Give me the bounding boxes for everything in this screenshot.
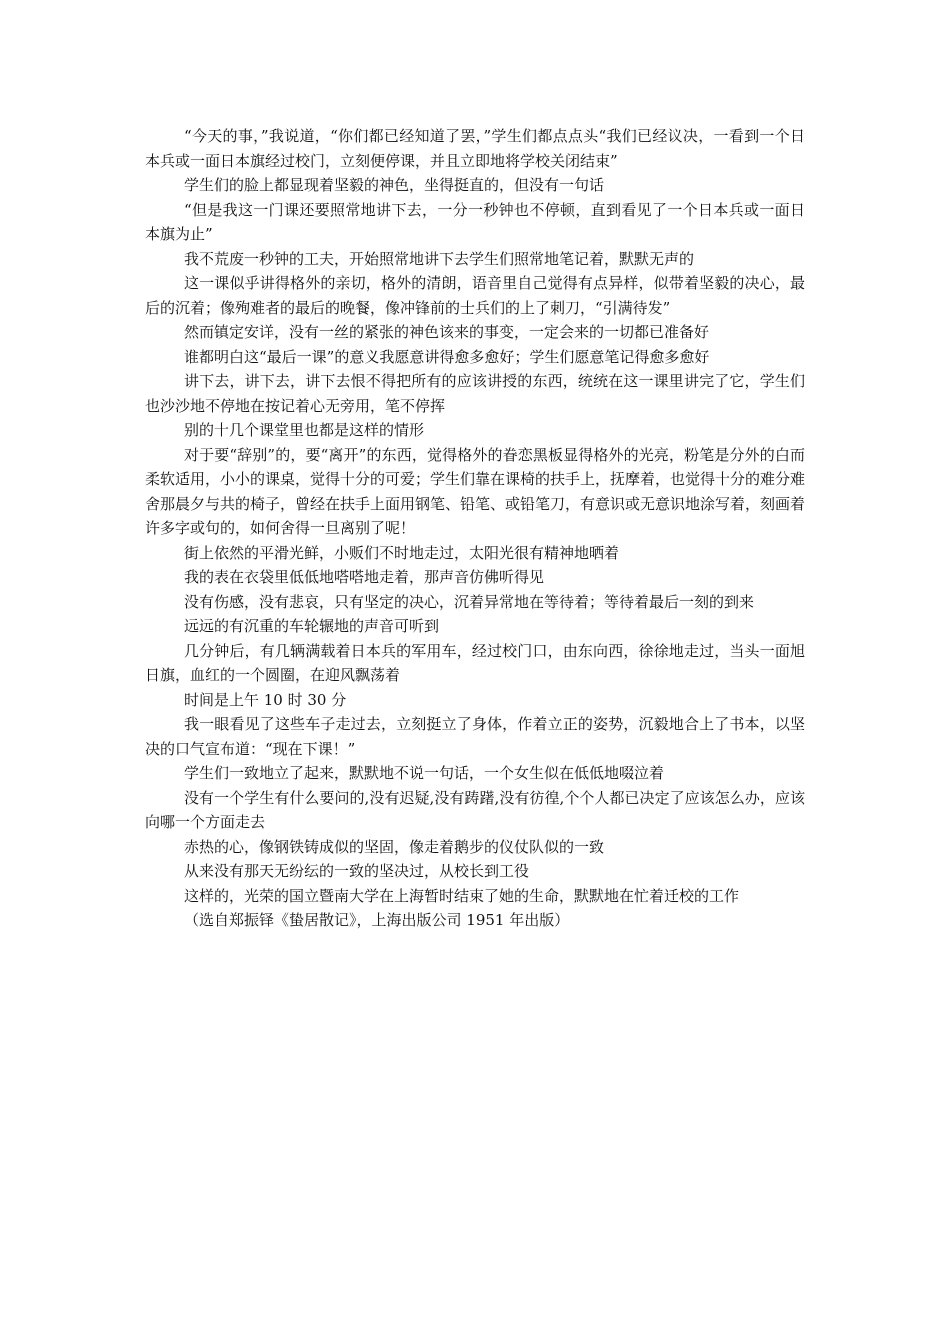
paragraph-4: 我不荒废一秒钟的工夫，开始照常地讲下去学生们照常地笔记着，默默无声的 [184,249,695,268]
paragraph-2: 学生们的脸上都显现着坚毅的神色，坐得挺直的，但没有一句话 [184,176,605,194]
paragraph-20: 赤热的心，像钢铁铸成似的坚固，像走着鹅步的仪仗队似的一致 [184,837,605,856]
paragraph-22: 这样的，光荣的国立暨南大学在上海暂时结束了她的生命，默默地在忙着迁校的工作 [184,886,740,905]
paragraph-18: 学生们一致地立了起来，默默地不说一句话，一个女生似在低低地啜泣着 [184,764,665,782]
document-body [145,124,805,933]
paragraph-9: 别的十几个课堂里也都是这样的情形 [184,421,425,439]
paragraph-19: 没有一个学生有什么要问的,没有迟疑,没有踌躇,没有彷徨,个个人都已决定了应该怎么办，应该向哪一个方面走去 [145,788,805,831]
paragraph-5: 这一课似乎讲得格外的亲切，格外的清朗，语音里自己觉得有点异样，似带着坚毅的决心，最后的沉着；像殉难者的最后的晚餐，像冲锋前的士兵们的上了刺刀，“引满待发” [145,274,805,317]
paragraph-12: 我的表在衣袋里低低地嗒嗒地走着，那声音仿佛听得见 [184,568,545,586]
paragraph-11: 街上依然的平滑光鲜，小贩们不时地走过，太阳光很有精神地晒着 [184,543,620,562]
paragraph-21: 从来没有那天无纷纭的一致的坚决过，从校长到工役 [184,862,530,880]
paragraph-13: 没有伤感，没有悲哀，只有坚定的决心，沉着异常地在等待着；等待着最后一刻的到来 [184,592,755,611]
paragraph-7: 谁都明白这“最后一课”的意义我愿意讲得愈多愈好；学生们愿意笔记得愈多愈好 [184,347,710,366]
source-citation: （选自郑振铎《蛰居散记》，上海出版公司 1951 年出版） [184,911,570,929]
paragraph-16: 时间是上午 10 时 30 分 [184,690,347,709]
paragraph-1: “今天的事，”我说道，“你们都已经知道了罢，”学生们都点点头“我们已经议决，一看到一个日本兵或一面日本旗经过校门，立刻便停课，并且立即地将学校关闭结束” [145,127,805,170]
paragraph-17: 我一眼看见了这些车子走过去，立刻挺立了身体，作着立正的姿势，沉毅地合上了书本，以坚决的口气宣布道：“现在下课！” [145,715,805,758]
paragraph-14: 远远的有沉重的车轮辗地的声音可听到 [184,617,440,635]
paragraph-6: 然而镇定安详，没有一丝的紧张的神色该来的事变，一定会来的一切都已准备好 [184,323,710,341]
paragraph-8: 讲下去，讲下去，讲下去恨不得把所有的应该讲授的东西，统统在这一课里讲完了它，学生们也沙沙地不停地在按记着心无旁用，笔不停挥 [145,372,805,415]
paragraph-10: 对于要“辞别”的，要“离开”的东西，觉得格外的眷恋黑板显得格外的光亮，粉笔是分外的白而柔软适用，小小的课桌，觉得十分的可爱；学生们靠在课椅的扶手上，抚摩着，也觉得十分的难分难舍那晨夕与共的椅子，曾经在扶手上面用钢笔、铅笔、或铅笔刀，有意识或无意识地涂写着，刻画着许多字或句的，如何舍得一旦离别了呢！ [145,445,806,537]
paragraph-3: “但是我这一门课还要照常地讲下去，一分一秒钟也不停顿，直到看见了一个日本兵或一面日本旗为止” [145,200,805,243]
paragraph-15: 几分钟后，有几辆满载着日本兵的军用车，经过校门口，由东向西，徐徐地走过，当头一面旭日旗，血红的一个圆圈，在迎风飘荡着 [145,641,805,684]
